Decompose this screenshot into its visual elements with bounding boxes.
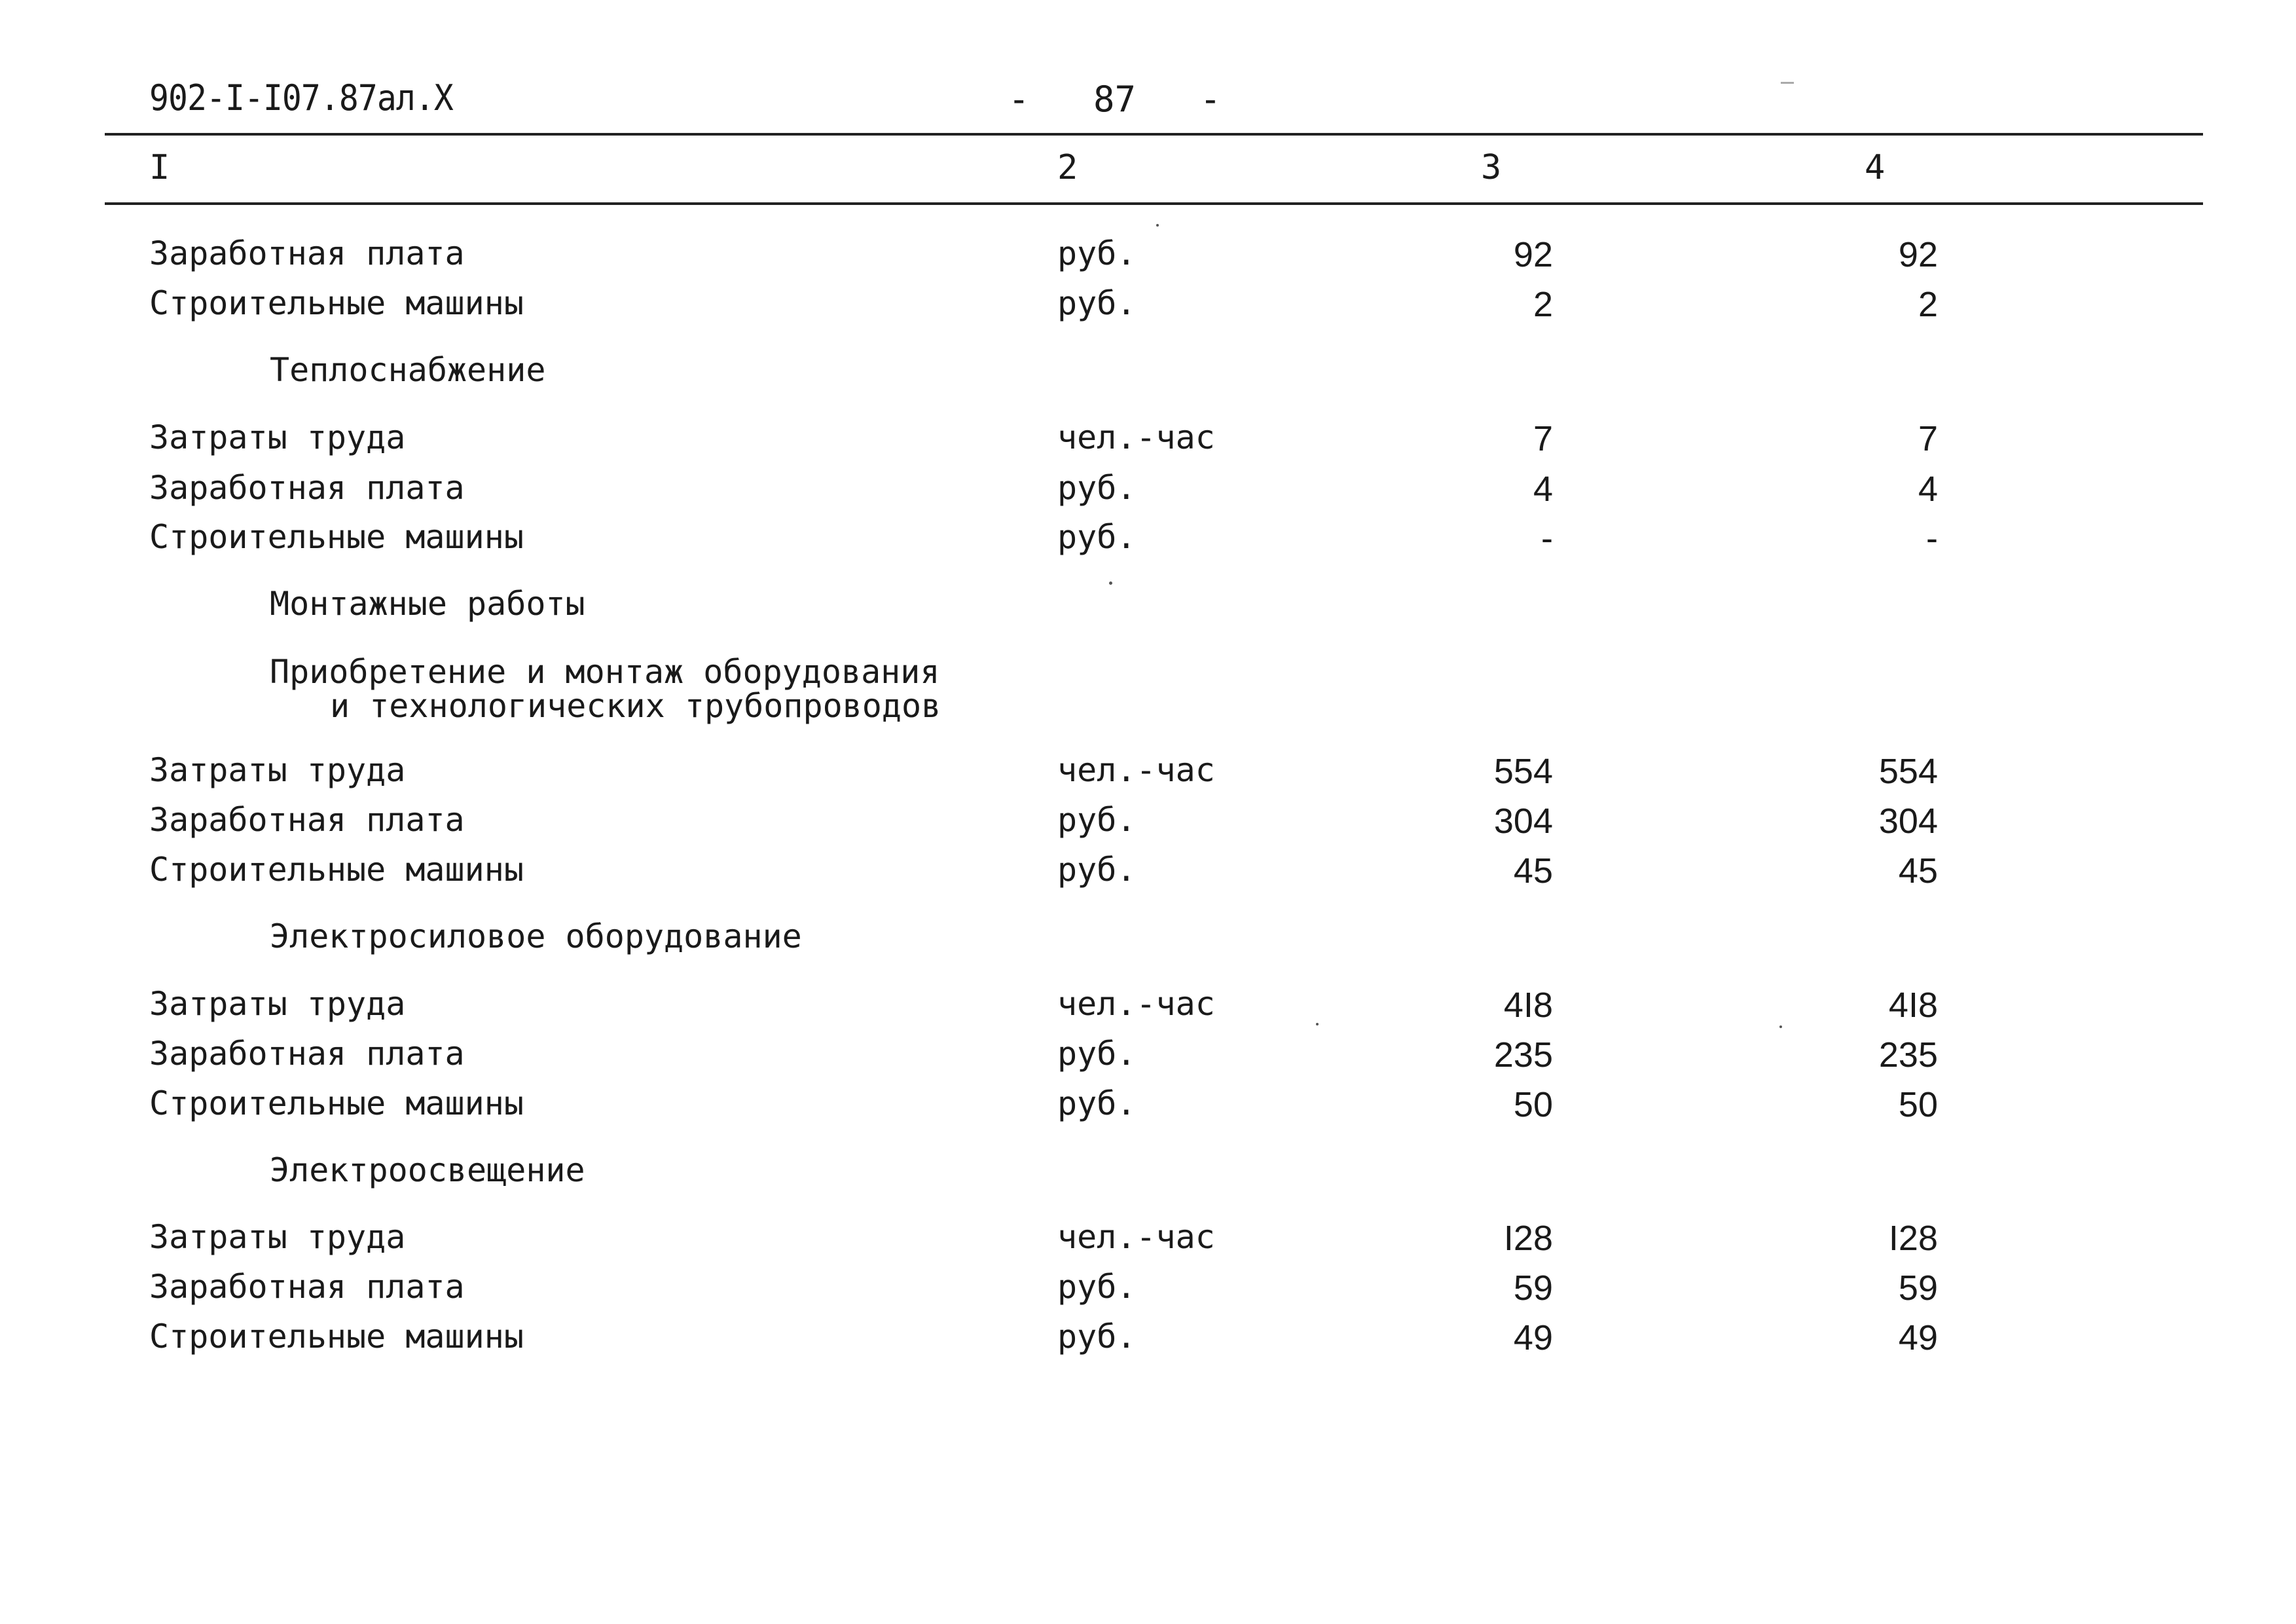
row-unit: руб.: [1057, 1084, 1137, 1122]
row-value-col3: 92: [1513, 235, 1553, 274]
row-label: Строительные машины: [149, 1084, 524, 1122]
row-value-col4: 50: [1898, 1085, 1938, 1124]
row-unit: руб.: [1057, 801, 1137, 839]
document-code: 902-I-I07.87ал.X: [149, 77, 453, 119]
row-value-col4: 2: [1918, 285, 1938, 324]
row-value-col4: 45: [1898, 851, 1938, 891]
column-header-4: 4: [1865, 148, 1886, 187]
scan-speck: [1316, 1023, 1319, 1025]
row-label: Заработная плата: [149, 469, 465, 507]
row-value-col3: 4I8: [1503, 986, 1553, 1025]
column-header-3: 3: [1481, 148, 1502, 187]
column-header-1: I: [149, 148, 170, 187]
scan-speck: [1781, 82, 1794, 84]
row-value-col3: 235: [1493, 1035, 1553, 1075]
row-value-col3: I28: [1503, 1219, 1553, 1258]
table-header-rule: [105, 202, 2203, 205]
section-title-line: Теплоснабжение: [270, 351, 546, 389]
row-unit: руб.: [1057, 1268, 1137, 1306]
row-value-col4: 304: [1878, 802, 1938, 841]
section-title-line: Приобретение и монтаж оборудования: [270, 653, 940, 691]
scan-speck: [1109, 581, 1112, 585]
row-value-col3: 45: [1513, 851, 1553, 891]
row-label: Заработная плата: [149, 234, 465, 272]
page-number: - 87 -: [1008, 79, 1222, 120]
row-unit: руб.: [1057, 234, 1137, 272]
row-value-col4: -: [1926, 519, 1938, 558]
row-label: Строительные машины: [149, 284, 524, 322]
row-unit: чел.-час: [1057, 985, 1215, 1023]
row-label: Затраты труда: [149, 1218, 406, 1256]
row-value-col3: 49: [1513, 1318, 1553, 1357]
row-value-col3: 304: [1493, 802, 1553, 841]
row-value-col4: I28: [1888, 1219, 1938, 1258]
row-label: Затраты труда: [149, 985, 406, 1023]
row-unit: чел.-час: [1057, 418, 1215, 456]
row-value-col4: 4: [1918, 470, 1938, 509]
section-title: [270, 655, 941, 723]
section-title: [270, 351, 546, 389]
row-label: Строительные машины: [149, 518, 524, 556]
row-value-col3: 7: [1533, 419, 1553, 458]
row-value-col3: 59: [1513, 1268, 1553, 1308]
row-unit: руб.: [1057, 518, 1137, 556]
row-value-col4: 59: [1898, 1268, 1938, 1308]
scan-speck: [1156, 224, 1159, 227]
row-label: Заработная плата: [149, 801, 465, 839]
row-unit: руб.: [1057, 1035, 1137, 1073]
row-value-col3: 554: [1493, 752, 1553, 791]
row-label: Строительные машины: [149, 1318, 524, 1356]
section-title-line: Монтажные работы: [270, 585, 585, 623]
row-unit: чел.-час: [1057, 1218, 1215, 1256]
table-top-rule: [105, 133, 2203, 136]
row-label: Заработная плата: [149, 1035, 465, 1073]
row-value-col3: 2: [1533, 285, 1553, 324]
row-value-col4: 92: [1898, 235, 1938, 274]
row-unit: руб.: [1057, 284, 1137, 322]
column-header-2: 2: [1057, 148, 1078, 187]
row-value-col4: 554: [1878, 752, 1938, 791]
row-value-col4: 49: [1898, 1318, 1938, 1357]
section-title: [270, 585, 585, 623]
row-value-col4: 7: [1918, 419, 1938, 458]
row-label: Заработная плата: [149, 1268, 465, 1306]
row-value-col3: 4: [1533, 470, 1553, 509]
section-title-line: Электросиловое оборудование: [270, 917, 802, 955]
row-label: Затраты труда: [149, 751, 406, 789]
row-value-col3: -: [1541, 519, 1553, 558]
row-unit: чел.-час: [1057, 751, 1215, 789]
row-label: Строительные машины: [149, 851, 524, 889]
scan-speck: [1779, 1025, 1782, 1028]
row-value-col4: 4I8: [1888, 986, 1938, 1025]
row-unit: руб.: [1057, 851, 1137, 889]
row-label: Затраты труда: [149, 418, 406, 456]
row-value-col3: 50: [1513, 1085, 1553, 1124]
row-value-col4: 235: [1878, 1035, 1938, 1075]
section-title-line: и технологических трубопроводов: [330, 687, 941, 725]
section-title-line: Электроосвещение: [270, 1151, 585, 1189]
section-title: [270, 917, 802, 955]
row-unit: руб.: [1057, 1318, 1137, 1356]
row-unit: руб.: [1057, 469, 1137, 507]
section-title: [270, 1151, 585, 1189]
